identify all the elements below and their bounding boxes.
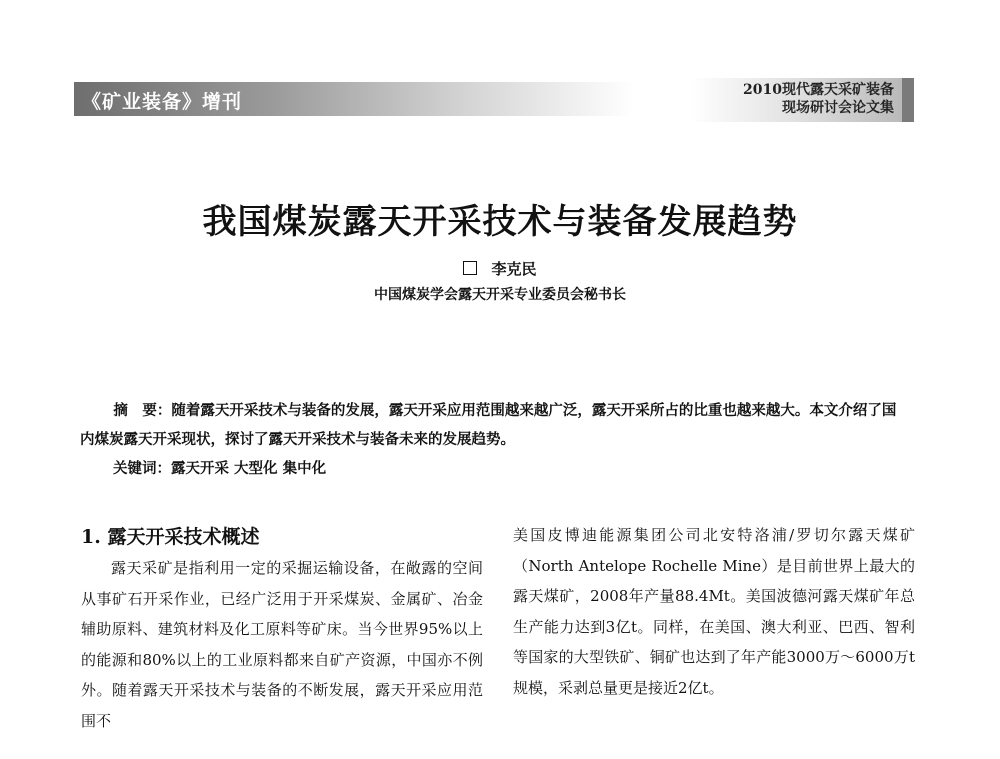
keywords-text: 露天开采 大型化 集中化: [171, 460, 327, 477]
banner-bar: [902, 78, 914, 122]
proceedings-title: [743, 81, 894, 117]
author-affiliation: 中国煤炭学会露天开采专业委员会秘书长: [374, 287, 626, 303]
body-column-left: 露天采矿是指利用一定的采掘运输设备，在敞露的空间从事矿石开采作业，已经广泛用于开采煤炭、金属矿、冶金辅助原料、建筑材料及化工原料等矿床。当今世界95%以上的能源和80%以上的工业原料都来自矿产资源，中国亦不例外。随着露天开采技术与装备的不断发展，露天开采应用范围不: [81, 559, 483, 730]
proceedings-banner: [690, 78, 914, 122]
square-icon: [463, 261, 477, 275]
proceedings-line-1: 2010现代露天采矿装备: [743, 82, 894, 98]
keywords: [113, 457, 326, 478]
abstract: [80, 396, 910, 454]
keywords-label: 关键词：: [113, 460, 171, 477]
journal-banner: [74, 82, 634, 116]
paper-title: 我国煤炭露天开采技术与装备发展趋势: [202, 202, 798, 242]
abstract-label: 摘 要：: [113, 402, 172, 419]
body-column-right: 美国皮博迪能源集团公司北安特洛浦/罗切尔露天煤矿（North Antelope Rochelle Mine）是目前世界上最大的露天煤矿，2008年产量88.4Mt。美国波德河露天煤矿年总生产能力达到3亿t。同样，在美国、澳大利亚、巴西、智利等国家的大型铁矿、铜矿也达到了年产能3000万～6000万t规模，采剥总量更是接近2亿t。: [513, 526, 915, 697]
abstract-text: 随着露天开采技术与装备的发展，露天开采应用范围越来越广泛，露天开采所占的比重也越来越大。本文介绍了国内煤炭露天开采现状，探讨了露天开采技术与装备未来的发展趋势。: [80, 402, 897, 448]
author-line: [0, 258, 1000, 279]
journal-name: 《矿业装备》增刊: [82, 91, 243, 113]
proceedings-line-2: 现场研讨会论文集: [782, 100, 894, 116]
section-heading: 1. 露天开采技术概述: [81, 526, 260, 548]
author-name: 李克民: [491, 260, 537, 278]
